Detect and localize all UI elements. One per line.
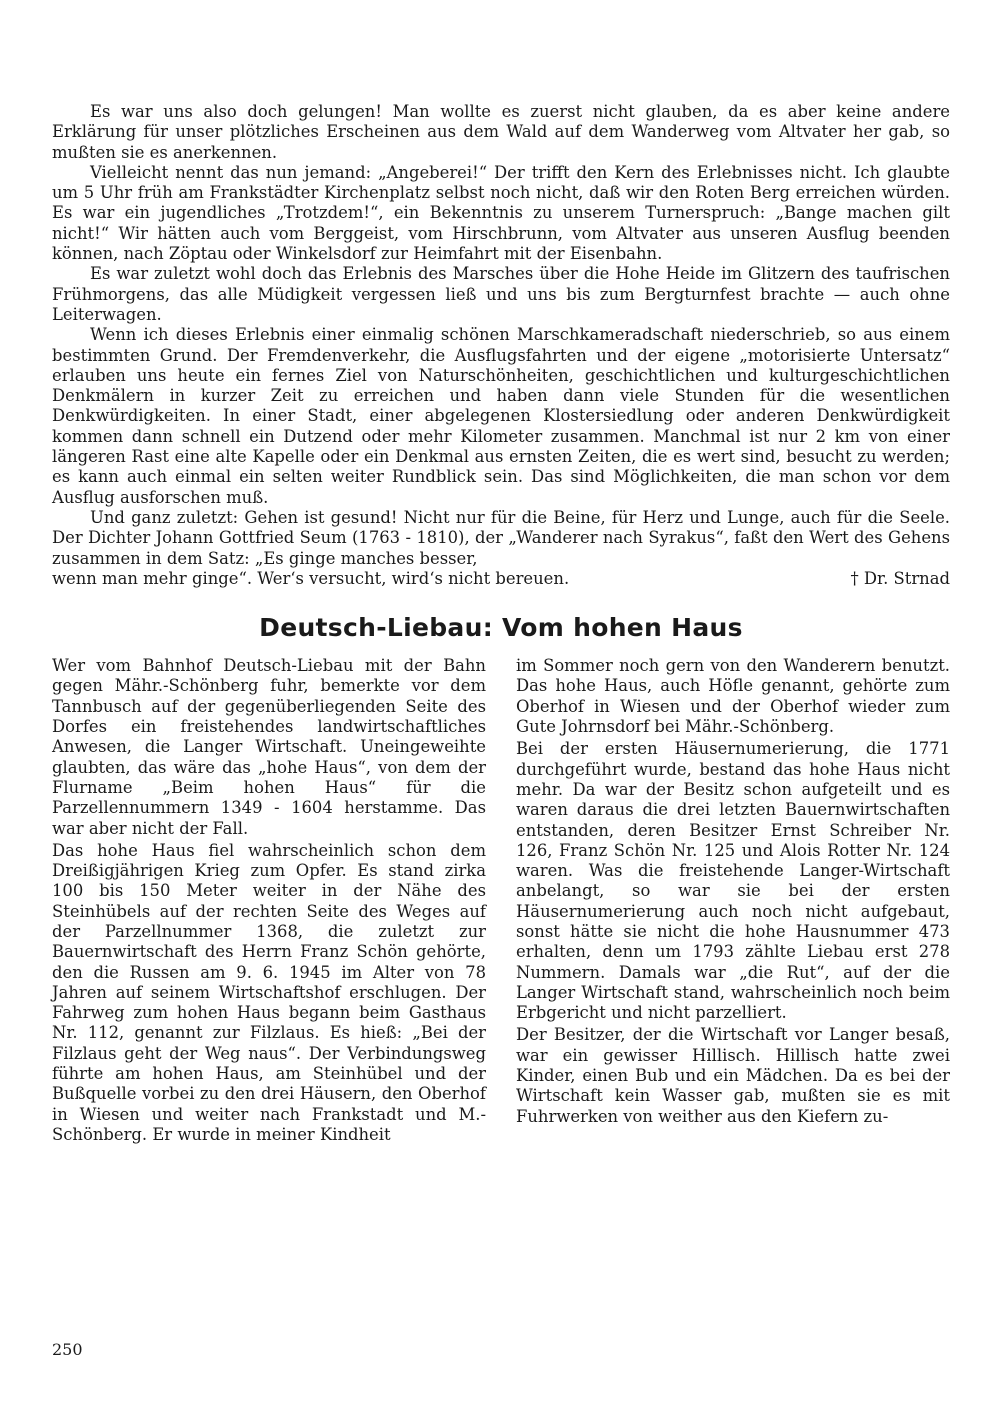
article-columns xyxy=(52,656,950,1147)
article-title: Deutsch-Liebau: Vom hohen Haus xyxy=(259,613,743,643)
right-paragraph-2: Bei der ersten Häusernumerierung, die 1771 durchgeführt wurde, bestand das hohe Haus nicht mehr. Da war der Besitz schon aufgeteilt und es waren daraus die drei letzten Bauernwirtschaften entstanden, deren Besitzer Ernst Schreiber Nr. 126, Franz Schön Nr. 125 und Alois Rotter Nr. 124 waren. Was die freistehende Langer-Wirtschaft anbelangt, so war sie bei der ersten Häusernumerierung auch noch nicht aufgebaut, sonst hätte sie nicht die hohe Hausnummer 473 erhalten, denn um 1793 zählte Liebau erst 278 Nummern. Damals war „die Rut“, auf der die Langer Wirtschaft stand, wahrscheinlich noch beim Erbgericht und nicht parzelliert. xyxy=(516,739,950,1023)
intro-paragraph-5: Und ganz zuletzt: Gehen ist gesund! Nicht nur für die Beine, für Herz und Lunge, auch für die Seele. Der Dichter Johann Gottfried Seum (1763 - 1810), der „Wanderer nach Syrakus“, faßt den Wert des Gehens zusammen in dem Satz: „Es ginge manches besser, xyxy=(52,507,950,568)
intro-paragraph-4: Wenn ich dieses Erlebnis einer einmalig schönen Marschkameradschaft niederschrieb, so aus einem bestimmten Grund. Der Fremdenverkehr, die Ausflugsfahrten und der eigene „motorisierte Untersatz“ erlauben uns heute ein fernes Ziel von Naturschönheiten, geschichtlichen und kulturgeschichtlichen Denkmälern in kurzer Zeit zu erreichen und haben dann viele Stunden für die wesentlichen Denkwürdigkeiten. In einer Stadt, einer abgelegenen Klostersiedlung oder anderen Denkwürdigkeit kommen dann schnell ein Dutzend oder mehr Kilometer zusammen. Manchmal ist nur 2 km von einer längeren Rast eine alte Kapelle oder ein Denkmal aus ernsten Zeiten, die es wert sind, besucht zu werden; es kann auch einmal ein selten weiter Rundblick sein. Das sind Möglichkeiten, die man schon vor dem Ausflug ausforschen muß. xyxy=(52,325,950,507)
intro-paragraph-2: Vielleicht nennt das nun jemand: „Angeberei!“ Der trifft den Kern des Erlebnisses nicht. Ich glaubte um 5 Uhr früh am Frankstädter Kirchenplatz selbst noch nicht, daß wir den Roten Berg erreichen würden. Es war ein jugendliches „Trotzdem!“, ein Bekenntnis zu unserem Turnerspruch: „Bange machen gilt nicht!“ Wir hätten auch vom Berggeist, vom Hirschbrunn, vom Altvater aus unseren Ausflug beenden können, nach Zöptau oder Winkelsdorf zur Heimfahrt mit der Eisenbahn. xyxy=(52,162,950,264)
left-column xyxy=(52,656,486,1147)
left-paragraph-1: Wer vom Bahnhof Deutsch-Liebau mit der Bahn gegen Mähr.-Schönberg fuhr, bemerkte vor dem Tannbusch auf der gegenüberliegenden Seite des Dorfes ein freistehendes landwirtschaftliches Anwesen, die Langer Wirtschaft. Uneingeweihte glaubten, das wäre das „hohe Haus“, von dem der Flurname „Beim hohen Haus“ für die Parzellennummern 1349 - 1604 herstamme. Das war aber nicht der Fall. xyxy=(52,656,486,838)
right-column xyxy=(516,656,950,1147)
intro-paragraph-1: Es war uns also doch gelungen! Man wollte es zuerst nicht glauben, da es aber keine andere Erklärung für unser plötzliches Erscheinen aus dem Wald auf dem Wanderweg vom Altvater her gab, so mußten sie es anerkennen. xyxy=(52,102,950,162)
author-signature: † Dr. Strnad xyxy=(850,568,950,588)
page xyxy=(52,102,950,1147)
intro-section xyxy=(52,102,950,589)
right-paragraph-3: Der Besitzer, der die Wirtschaft vor Langer besaß, war ein gewisser Hillisch. Hillisch hatte zwei Kinder, einen Bub und ein Mädchen. Da es bei der Wirtschaft kein Wasser gab, mußten sie es mit Fuhrwerken von weither aus den Kiefern zu- xyxy=(516,1025,950,1126)
left-paragraph-2: Das hohe Haus fiel wahrscheinlich schon dem Dreißigjährigen Krieg zum Opfer. Es stand zirka 100 bis 150 Meter weiter in der Nähe des Steinhübels auf der rechten Seite des Weges auf der Parzellnummer 1368, die zuletzt zur Bauernwirtschaft des Herrn Franz Schön gehörte, den die Russen am 9. 6. 1945 im Alter von 78 Jahren auf seinem Wirtschaftshof erschlugen. Der Fahrweg zum hohen Haus begann beim Gasthaus Nr. 112, genannt zur Filzlaus. Es hieß: „Bei der Filzlaus geht der Weg naus“. Der Verbindungsweg führte am hohen Haus, am Steinhübel und der Bußquelle vorbei zu den drei Häusern, den Oberhof in Wiesen und weiter nach Frankstadt und M.-Schönberg. Er wurde in meiner Kindheit xyxy=(52,840,486,1144)
closing-sentence: wenn man mehr ginge“. Wer‘s versucht, wird‘s nicht bereuen. xyxy=(52,568,570,588)
page-number: 250 xyxy=(52,1340,83,1359)
right-paragraph-1: im Sommer noch gern von den Wanderern benutzt. Das hohe Haus, auch Höfle genannt, gehörte zum Oberhof in Wiesen und der Oberhof wieder zum Gute Johrnsdorf bei Mähr.-Schönberg. xyxy=(516,656,950,737)
intro-closing-line xyxy=(52,569,950,589)
intro-paragraph-3: Es war zuletzt wohl doch das Erlebnis des Marsches über die Hohe Heide im Glitzern des taufrischen Frühmorgens, das alle Müdigkeit vergessen ließ und uns bis zum Bergturnfest brachte — auch ohne Leiterwagen. xyxy=(52,264,950,324)
